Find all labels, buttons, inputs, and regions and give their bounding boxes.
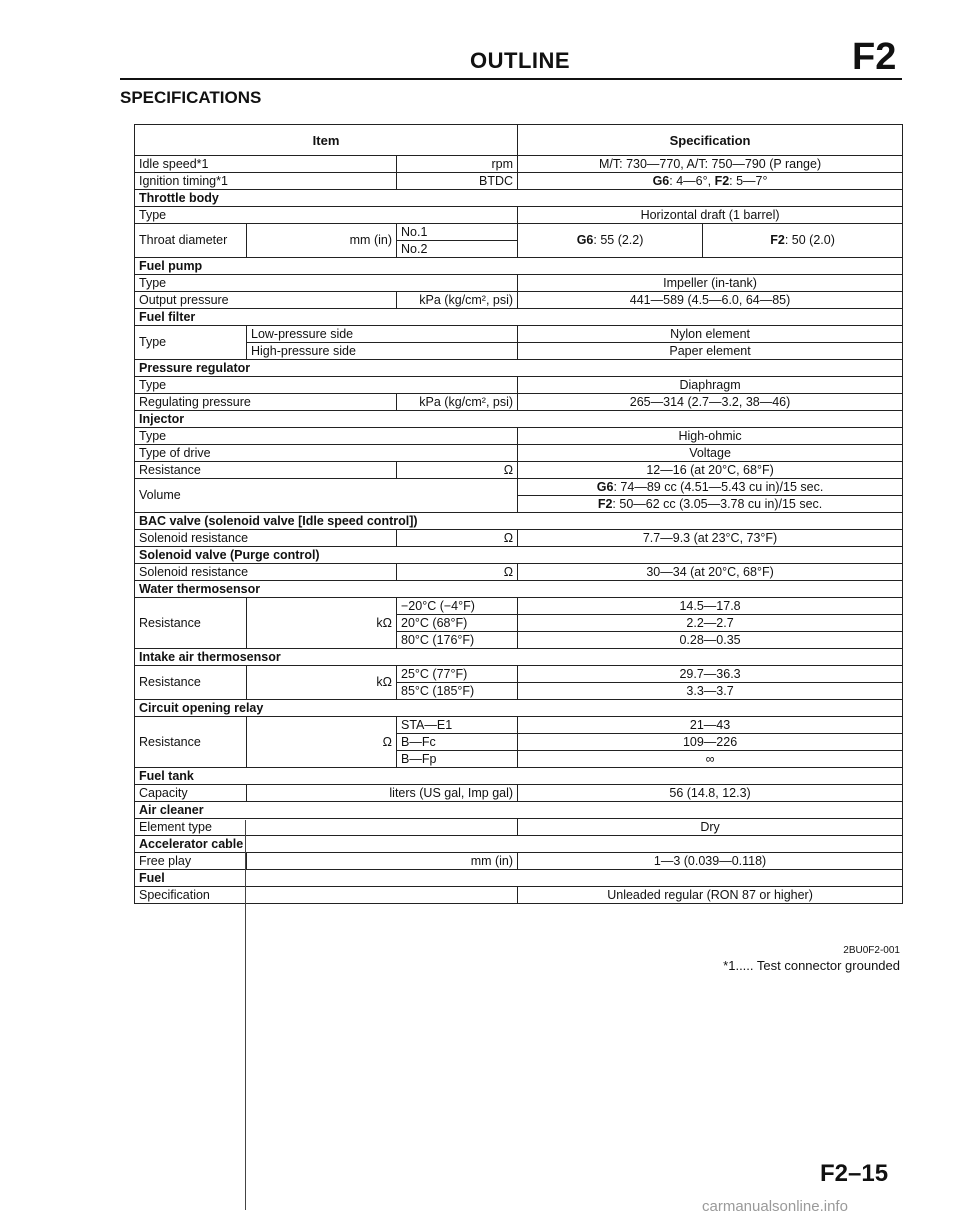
row-spec: G6: 4—6°, F2: 5—7° [518,173,903,190]
table-row [135,564,903,581]
table-row [135,853,903,870]
section-row [135,411,903,428]
table-row [135,666,903,683]
page-number: F2–15 [820,1160,889,1187]
table-row [135,156,903,173]
row-spec: 109—226 [518,734,903,751]
row-spec: 30—34 (at 20°C, 68°F) [518,564,903,581]
row-label: Resistance [135,717,247,768]
section-label: Fuel tank [135,768,903,785]
row-spec: 0.28—0.35 [518,632,903,649]
section-row [135,513,903,530]
section-row [135,581,903,598]
row-label: Resistance [135,666,247,700]
row-label: Capacity [135,785,247,802]
table-row [135,462,903,479]
row-spec: 56 (14.8, 12.3) [518,785,903,802]
table-row [135,207,903,224]
section-row [135,649,903,666]
section-row [135,802,903,819]
row-label: Type [135,207,518,224]
page-title: OUTLINE [470,48,571,73]
row-spec: 12—16 (at 20°C, 68°F) [518,462,903,479]
section-label: Fuel filter [135,309,903,326]
row-spec: Unleaded regular (RON 87 or higher) [518,887,903,904]
row-unit: mm (in) [247,224,397,258]
section-row [135,547,903,564]
table-header-row [135,125,903,156]
row-label: Resistance [135,598,247,649]
row-spec: G6: 74—89 cc (4.51—5.43 cu in)/15 sec. [518,479,903,496]
row-label: Type [135,275,518,292]
specifications-table [134,124,903,904]
row-label: Output pressure [135,292,397,309]
row-unit: kΩ [247,666,397,700]
spec-column-header: Specification [518,125,903,156]
table-row [135,445,903,462]
item-column-header: Item [135,125,518,156]
row-label: Specification [135,887,518,904]
row-spec: 1—3 (0.039—0.118) [518,853,903,870]
section-row [135,870,903,887]
row-spec: Paper element [518,343,903,360]
row-label: Element type [135,819,518,836]
footnote: *1..... Test connector grounded [723,958,900,973]
row-label: Solenoid resistance [135,564,397,581]
row-unit: Ω [397,462,518,479]
row-sub: B—Fp [397,751,518,768]
section-label: Circuit opening relay [135,700,903,717]
row-label: Idle speed*1 [135,156,397,173]
table-row [135,785,903,802]
table-row [135,224,903,241]
section-label: Fuel pump [135,258,903,275]
row-unit: Ω [397,564,518,581]
row-label: Type of drive [135,445,518,462]
row-sub: No.1 [397,224,518,241]
row-spec: 3.3—3.7 [518,683,903,700]
row-spec: High-ohmic [518,428,903,445]
row-label: Regulating pressure [135,394,397,411]
section-row [135,309,903,326]
chapter-code: F2 [852,36,897,78]
table-row [135,717,903,734]
row-spec: 265—314 (2.7—3.2, 38—46) [518,394,903,411]
table-row [135,326,903,343]
row-label: Ignition timing*1 [135,173,397,190]
row-spec: 21—43 [518,717,903,734]
row-spec: G6: 55 (2.2) [518,224,703,258]
row-unit: rpm [397,156,518,173]
section-title: SPECIFICATIONS [120,88,262,107]
table-row [135,292,903,309]
row-label: Free play [135,853,247,870]
row-label: Solenoid resistance [135,530,397,547]
row-sub: 80°C (176°F) [397,632,518,649]
row-spec: M/T: 730—770, A/T: 750—790 (P range) [518,156,903,173]
table-row [135,394,903,411]
figure-code: 2BU0F2-001 [843,945,900,956]
row-spec: Horizontal draft (1 barrel) [518,207,903,224]
row-spec: ∞ [518,751,903,768]
watermark: carmanualsonline.info [702,1198,848,1215]
row-sub: Low-pressure side [247,326,518,343]
row-spec: 441—589 (4.5—6.0, 64—85) [518,292,903,309]
section-label: Accelerator cable [135,836,903,853]
section-row [135,190,903,207]
row-sub: High-pressure side [247,343,518,360]
row-spec: Dry [518,819,903,836]
section-row [135,700,903,717]
row-spec: Nylon element [518,326,903,343]
row-unit: kΩ [247,598,397,649]
table-row [135,343,903,360]
table-row [135,819,903,836]
row-unit: Ω [247,717,397,768]
section-row [135,360,903,377]
table-row [135,377,903,394]
row-spec: Impeller (in-tank) [518,275,903,292]
section-row [135,258,903,275]
section-label: Water thermosensor [135,581,903,598]
section-label: Air cleaner [135,802,903,819]
column-guide-line [245,820,246,1210]
row-spec: 14.5—17.8 [518,598,903,615]
row-sub: −20°C (−4°F) [397,598,518,615]
row-unit: BTDC [397,173,518,190]
row-sub: STA—E1 [397,717,518,734]
row-spec: F2: 50—62 cc (3.05—3.78 cu in)/15 sec. [518,496,903,513]
row-unit: kPa (kg/cm², psi) [397,292,518,309]
row-spec: 2.2—2.7 [518,615,903,632]
row-sub: 25°C (77°F) [397,666,518,683]
row-label: Type [135,377,518,394]
section-label: Fuel [135,870,903,887]
section-row [135,836,903,853]
row-sub: No.2 [397,241,518,258]
row-spec: F2: 50 (2.0) [703,224,903,258]
row-label: Type [135,326,247,360]
row-spec: Diaphragm [518,377,903,394]
row-sub: 85°C (185°F) [397,683,518,700]
table-row [135,479,903,496]
row-spec: 7.7—9.3 (at 23°C, 73°F) [518,530,903,547]
row-label: Type [135,428,518,445]
section-label: Throttle body [135,190,903,207]
row-label: Throat diameter [135,224,247,258]
table-row [135,428,903,445]
section-label: Pressure regulator [135,360,903,377]
section-row [135,768,903,785]
row-unit: mm (in) [247,853,518,870]
row-label: Volume [135,479,518,513]
row-unit: liters (US gal, Imp gal) [247,785,518,802]
row-spec: 29.7—36.3 [518,666,903,683]
row-sub: B—Fc [397,734,518,751]
section-label: Solenoid valve (Purge control) [135,547,903,564]
table-row [135,598,903,615]
table-row [135,275,903,292]
row-label: Resistance [135,462,397,479]
row-sub: 20°C (68°F) [397,615,518,632]
section-label: BAC valve (solenoid valve [Idle speed control]) [135,513,903,530]
row-unit: kPa (kg/cm², psi) [397,394,518,411]
section-label: Intake air thermosensor [135,649,903,666]
table-row [135,173,903,190]
section-label: Injector [135,411,903,428]
row-spec: Voltage [518,445,903,462]
header-rule [120,78,902,80]
table-row [135,887,903,904]
row-unit: Ω [397,530,518,547]
table-row [135,530,903,547]
